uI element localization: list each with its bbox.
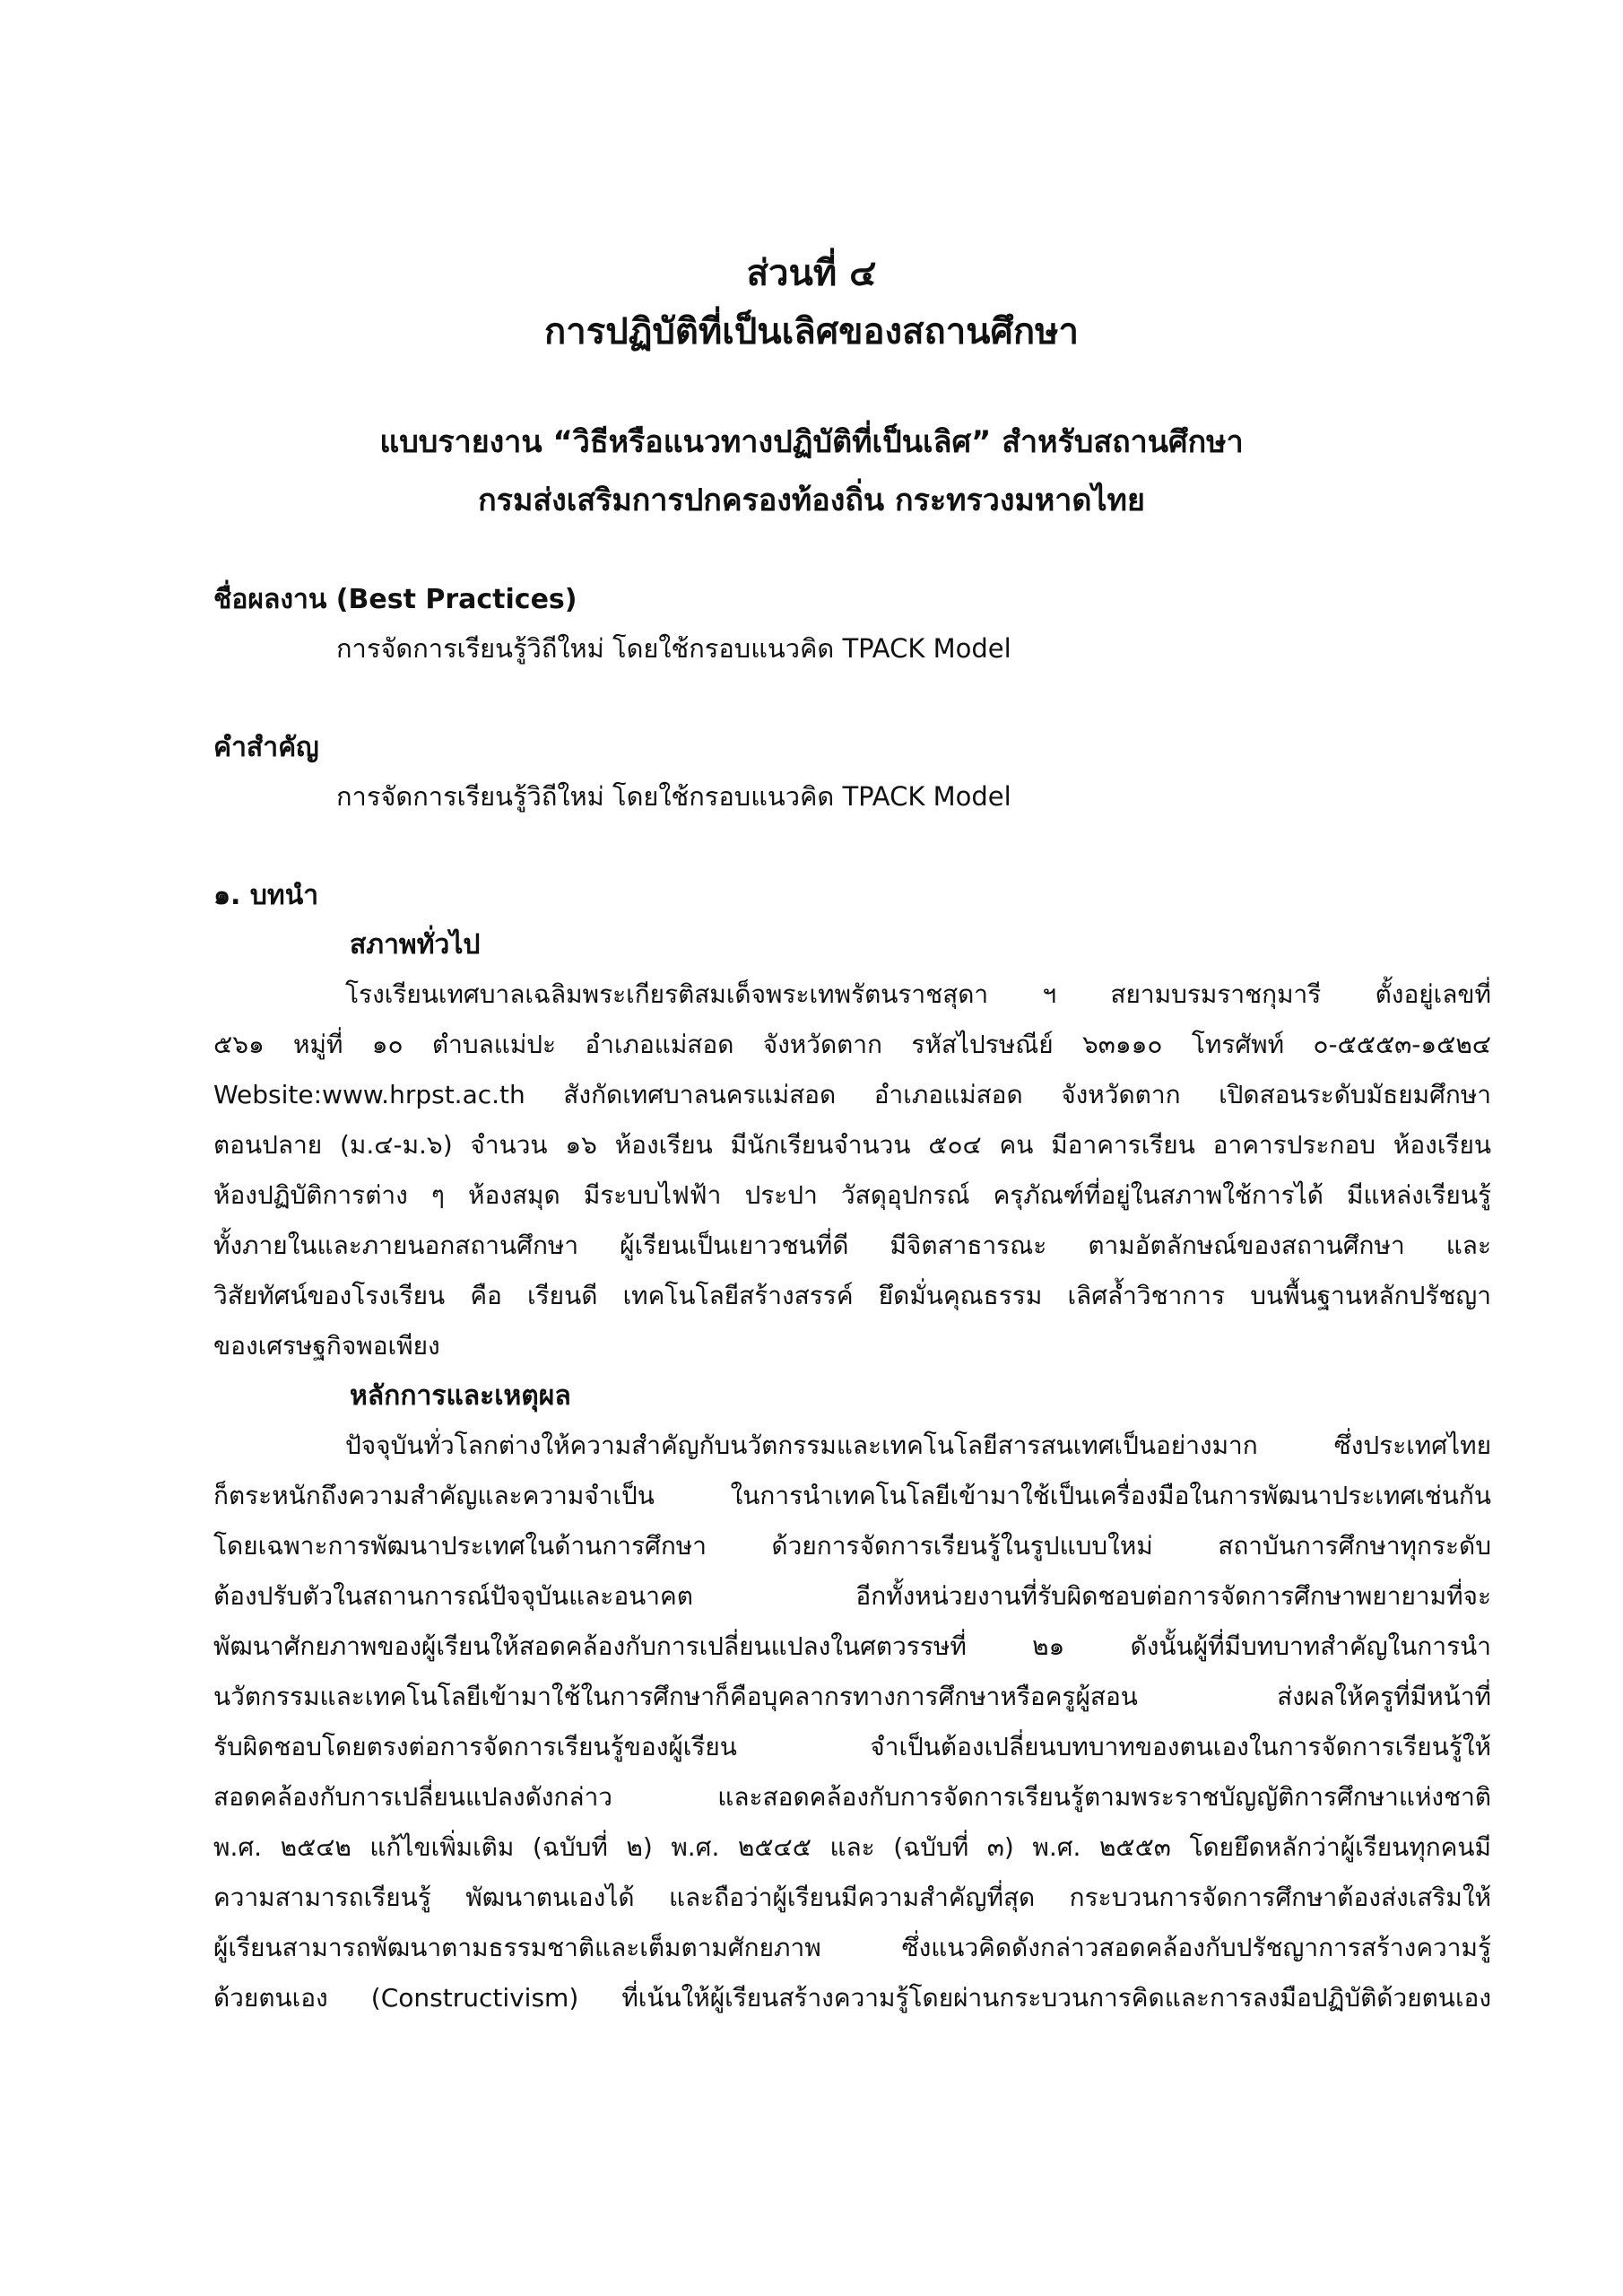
- section-1-heading: ๑. บทนำ: [213, 880, 319, 911]
- report-title-line-1: แบบรายงาน “วิธีหรือแนวทางปฏิบัติที่เป็นเลิศ” สำหรับสถานศึกษา: [379, 424, 1244, 460]
- paragraph-line: นวัตกรรมและเทคโนโลยีเข้ามาใช้ในการศึกษาก็คือบุคลากรทางการศึกษาหรือครูผู้สอน ส่งผลให้ครูที่มีหน้าที่: [213, 1682, 1491, 1711]
- paragraph-line: ทั้งภายในและภายนอกสถานศึกษา ผู้เรียนเป็นเยาวชนที่ดี มีจิตสาธารณะ ตามอัตลักษณ์ของสถานศึกษา และ: [213, 1231, 1491, 1260]
- paragraph-line: สอดคล้องกับการเปลี่ยนแปลงดังกล่าว และสอดคล้องกับการจัดการเรียนรู้ตามพระราชบัญญัติการศึกษาแห่งชาติ: [213, 1782, 1491, 1812]
- paragraph-line: Website:www.hrpst.ac.th สังกัดเทศบาลนครแม่สอด อำเภอแม่สอด จังหวัดตาก เปิดสอนระดับมัธยมศึกษา: [213, 1080, 1491, 1109]
- paragraph-line: ปัจจุบันทั่วโลกต่างให้ความสำคัญกับนวัตกรรมและเทคโนโลยีสารสนเทศเป็นอย่างมาก ซึ่งประเทศไทย: [345, 1431, 1491, 1460]
- paragraph-line: ๕๖๑ หมู่ที่ ๑๐ ตำบลแม่ปะ อำเภอแม่สอด จังหวัดตาก รหัสไปรษณีย์ ๖๓๑๑๐ โทรศัพท์ ๐-๕๕๕๓-๑๕๒๔: [213, 1030, 1491, 1059]
- paragraph-line: ความสามารถเรียนรู้ พัฒนาตนเองได้ และถือว่าผู้เรียนมีความสำคัญที่สุด กระบวนการจัดการศึกษาต้องส่งเสริมให้: [213, 1883, 1491, 1912]
- general-condition-heading: สภาพทั่วไป: [350, 929, 481, 961]
- paragraph-line: ของเศรษฐกิจพอเพียง: [213, 1331, 440, 1361]
- paragraph-line: โรงเรียนเทศบาลเฉลิมพระเกียรติสมเด็จพระเทพรัตนราชสุดา ฯ สยามบรมราชกุมารี ตั้งอยู่เลขที่: [345, 979, 1491, 1009]
- paragraph-line: รับผิดชอบโดยตรงต่อการจัดการเรียนรู้ของผู้เรียน จำเป็นต้องเปลี่ยนบทบาทของตนเองในการจัดการเรียนรู้ให้: [213, 1732, 1491, 1761]
- paragraph-line: วิสัยทัศน์ของโรงเรียน คือ เรียนดี เทคโนโลยีสร้างสรรค์ ยึดมั่นคุณธรรม เลิศล้ำวิชาการ บนพื้นฐานหลักปรัชญา: [213, 1281, 1491, 1310]
- work-name-value: การจัดการเรียนรู้วิถีใหม่ โดยใช้กรอบแนวคิด TPACK Model: [336, 633, 1011, 664]
- keywords-value: การจัดการเรียนรู้วิถีใหม่ โดยใช้กรอบแนวคิด TPACK Model: [336, 781, 1011, 812]
- report-title-line-2: กรมส่งเสริมการปกครองท้องถิ่น กระทรวงมหาดไทย: [478, 483, 1145, 518]
- paragraph-line: พัฒนาศักยภาพของผู้เรียนให้สอดคล้องกับการเปลี่ยนแปลงในศตวรรษที่ ๒๑ ดังนั้นผู้ที่มีบทบาทสำคัญในการนำ: [213, 1631, 1491, 1661]
- work-name-label: ชื่อผลงาน (Best Practices): [213, 584, 577, 615]
- paragraph-line: ตอนปลาย (ม.๔-ม.๖) จำนวน ๑๖ ห้องเรียน มีนักเรียนจำนวน ๕๐๔ คน มีอาคารเรียน อาคารประกอบ ห้องเรียน: [213, 1130, 1491, 1160]
- keywords-label: คำสำคัญ: [213, 732, 319, 763]
- rationale-heading: หลักการและเหตุผล: [350, 1380, 571, 1412]
- paragraph-line: ด้วยตนเอง (Constructivism) ที่เน้นให้ผู้เรียนสร้างความรู้โดยผ่านกระบวนการคิดและการลงมือปฏิบัติด้วยตนเอง: [213, 1983, 1491, 2013]
- part-heading: ส่วนที่ ๔: [746, 253, 877, 294]
- paragraph-line: พ.ศ. ๒๕๔๒ แก้ไขเพิ่มเติม (ฉบับที่ ๒) พ.ศ. ๒๕๔๕ และ (ฉบับที่ ๓) พ.ศ. ๒๕๕๓ โดยยึดหลักว่าผู้เรียนทุกคนมี: [213, 1832, 1491, 1862]
- paragraph-line: ห้องปฏิบัติการต่าง ๆ ห้องสมุด มีระบบไฟฟ้า ประปา วัสดุอุปกรณ์ ครุภัณฑ์ที่อยู่ในสภาพใช้การได้ มีแหล่งเรียนรู้: [213, 1180, 1491, 1210]
- paragraph-line: ผู้เรียนสามารถพัฒนาตามธรรมชาติและเต็มตามศักยภาพ ซึ่งแนวคิดดังกล่าวสอดคล้องกับปรัชญาการสร้างความรู้: [213, 1933, 1491, 1962]
- paragraph-line: ก็ตระหนักถึงความสำคัญและความจำเป็น ในการนำเทคโนโลยีเข้ามาใช้เป็นเครื่องมือในการพัฒนาประเทศเช่นกัน: [213, 1481, 1491, 1510]
- paragraph-line: ต้องปรับตัวในสถานการณ์ปัจจุบันและอนาคต อีกทั้งหน่วยงานที่รับผิดชอบต่อการจัดการศึกษาพยายามที่จะ: [213, 1581, 1491, 1611]
- document-title: การปฏิบัติที่เป็นเลิศของสถานศึกษา: [544, 311, 1079, 352]
- paragraph-line: โดยเฉพาะการพัฒนาประเทศในด้านการศึกษา ด้วยการจัดการเรียนรู้ในรูปแบบใหม่ สถาบันการศึกษาทุกระดับ: [213, 1531, 1491, 1561]
